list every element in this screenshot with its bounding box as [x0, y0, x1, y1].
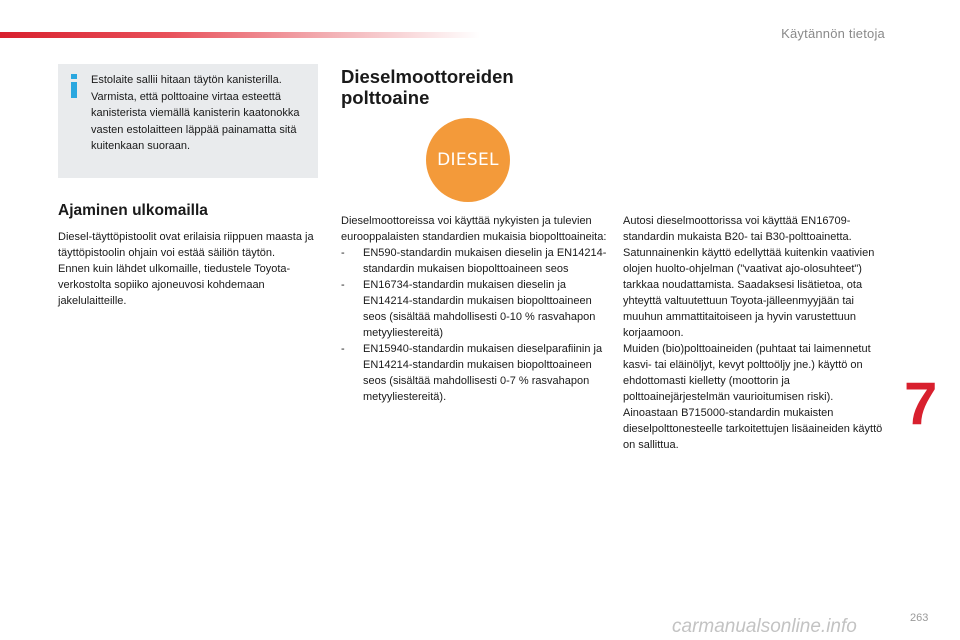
diesel-heading: Dieselmoottoreiden polttoaine	[341, 66, 514, 108]
list-item: - EN15940-standardin mukaisen dieselparafiinin ja EN14214-standardin mukaisen biopolttoaineen seos (sisältää mahdollisesti 0-7 % rasvahapon metyyliestereitä).	[341, 341, 609, 405]
diesel-paragraph: Ainoastaan B715000-standardin mukaisten dieselpolttonesteelle tarkoitettujen lisäaineiden käyttö on sallittua.	[623, 407, 883, 451]
biofuel-list	[341, 245, 609, 405]
abroad-heading: Ajaminen ulkomailla	[58, 202, 208, 219]
list-item: - EN16734-standardin mukaisen dieselin ja EN14214-standardin mukaisen biopolttoaineen seos (sisältää mahdollisesti 0-10 % rasvahapon metyyliestereitä)	[341, 277, 609, 341]
diesel-paragraph: Muiden (bio)polttoaineiden (puhtaat tai laimennetut kasvi- tai eläinöljyt, kevyt polttoöljy jne.) käyttö on ehdottomasti kielletty (moottorin ja polttoainejärjestelmän vaurioitumisen riski).	[623, 343, 871, 403]
section-title: Käytännön tietoja	[781, 26, 885, 41]
abroad-text	[58, 229, 326, 309]
header-accent-bar	[0, 32, 480, 38]
page-number: 263	[910, 612, 929, 624]
abroad-paragraph: Diesel-täyttöpistoolit ovat erilaisia riippuen maasta ja täyttöpistoolin ohjain voi estää säiliön täytön.	[58, 231, 314, 259]
info-text: Estolaite sallii hitaan täytön kanisterilla. Varmista, että polttoaine virtaa esteettä kanisterista viemällä kanisterin kaatonokka vasten estolaitteen läppää painamatta sitä kuitenkaan suoraan.	[91, 74, 300, 152]
chapter-number: 7	[904, 370, 938, 437]
diesel-intro: Dieselmoottoreissa voi käyttää nykyisten ja tulevien eurooppalaisten standardien mukaisia biopolttoaineita:	[341, 215, 607, 243]
watermark: carmanualsonline.info	[672, 616, 857, 637]
diesel-paragraph: Autosi dieselmoottorissa voi käyttää EN16709-standardin mukaista B20- tai B30-polttoainetta. Satunnainenkin käyttö edellyttää kuitenkin vaativien olojen huolto-ohjelman ("vaativat ajo-olosuhteet") tarkkaa noudattamista. Saadaksesi lisätietoa, ota yhteyttä valtuutettuun Toyota-jälleenmyyjään tai muuhun ammattitaitoiseen ja hyvin varustettuun korjaamoon.	[623, 215, 875, 339]
diesel-badge	[426, 118, 510, 202]
info-box	[58, 64, 318, 178]
list-item: - EN590-standardin mukaisen dieselin ja EN14214-standardin mukaisen biopolttoaineen seos	[341, 245, 609, 277]
abroad-paragraph: Ennen kuin lähdet ulkomaille, tiedustele Toyota-verkostolta sopiiko ajoneuvosi kohdemaan jakelulaitteille.	[58, 263, 291, 307]
diesel-intro-column	[341, 213, 609, 405]
info-icon	[66, 72, 82, 100]
diesel-badge-label: DIESEL	[437, 150, 499, 170]
diesel-right-column	[623, 213, 891, 453]
